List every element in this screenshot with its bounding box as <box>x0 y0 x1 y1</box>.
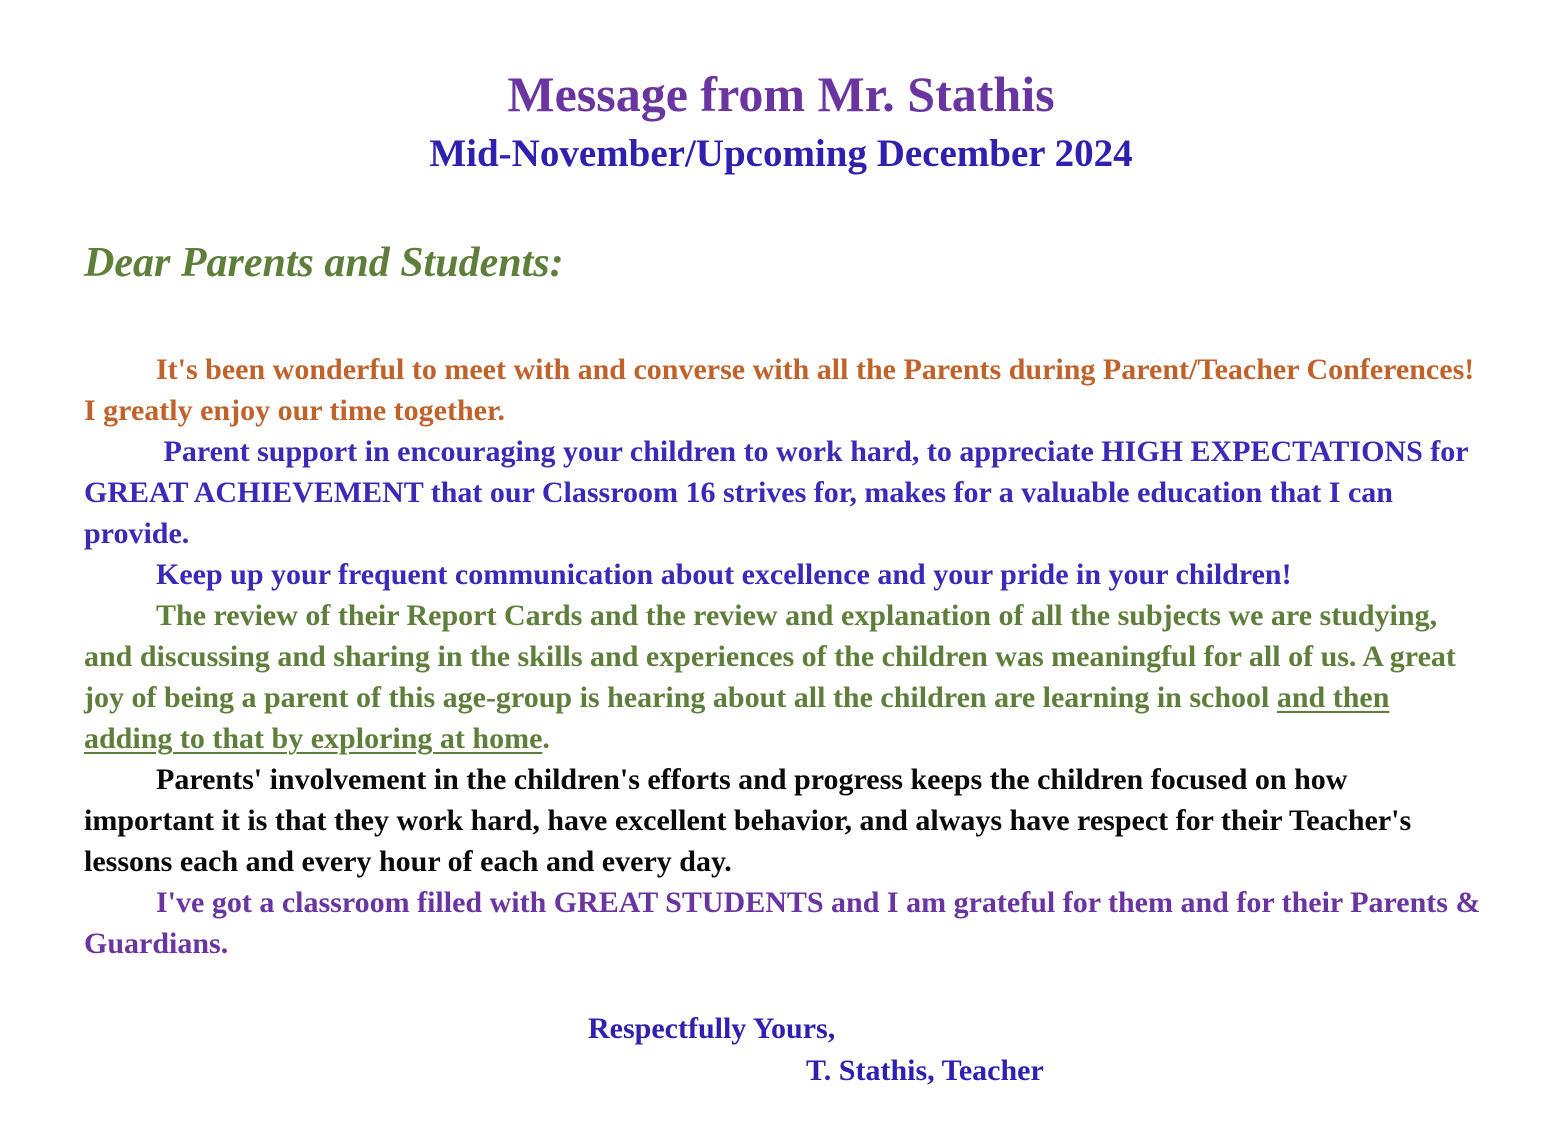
paragraph-conferences: It's been wonderful to meet with and converse with all the Parents during Parent/Teacher Conferences! I greatly enjoy our time together. <box>84 353 1475 427</box>
letter-body <box>84 349 1484 964</box>
report-cards-period: . <box>542 722 550 755</box>
underlined-phrase: and then adding to that by exploring at home <box>84 681 1390 755</box>
paragraph-report-cards <box>84 595 1484 759</box>
paragraph-involvement: Parents' involvement in the children's efforts and progress keeps the children focused on how important it is that they work hard, have excellent behavior, and always have respect for their Teacher's lessons each and every hour of each and every day. <box>84 763 1412 878</box>
paragraph-parent-support: Parent support in encouraging your children to work hard, to appreciate HIGH EXPECTATIONS for GREAT ACHIEVEMENT that our Classroom 16 strives for, makes for a valuable education that I can provide. <box>84 435 1476 550</box>
page-title: Message from Mr. Stathis <box>507 66 1055 122</box>
signature: T. Stathis, Teacher <box>806 1054 1044 1087</box>
report-cards-text: The review of their Report Cards and the review and explanation of all the subjects we are studying, and discussing and sharing in the skills and experiences of the children was meaningful for all of us. A great joy of being a parent of this age-group is hearing about all the children are learning in school <box>84 599 1464 714</box>
closing: Respectfully Yours, <box>588 1012 836 1045</box>
page-subtitle: Mid-November/Upcoming December 2024 <box>429 132 1133 175</box>
salutation: Dear Parents and Students: <box>84 240 564 286</box>
paragraph-great-students: I've got a classroom filled with GREAT STUDENTS and I am grateful for them and for their Parents & Guardians. <box>84 886 1481 960</box>
paragraph-communication: Keep up your frequent communication about excellence and your pride in your children! <box>156 558 1292 591</box>
